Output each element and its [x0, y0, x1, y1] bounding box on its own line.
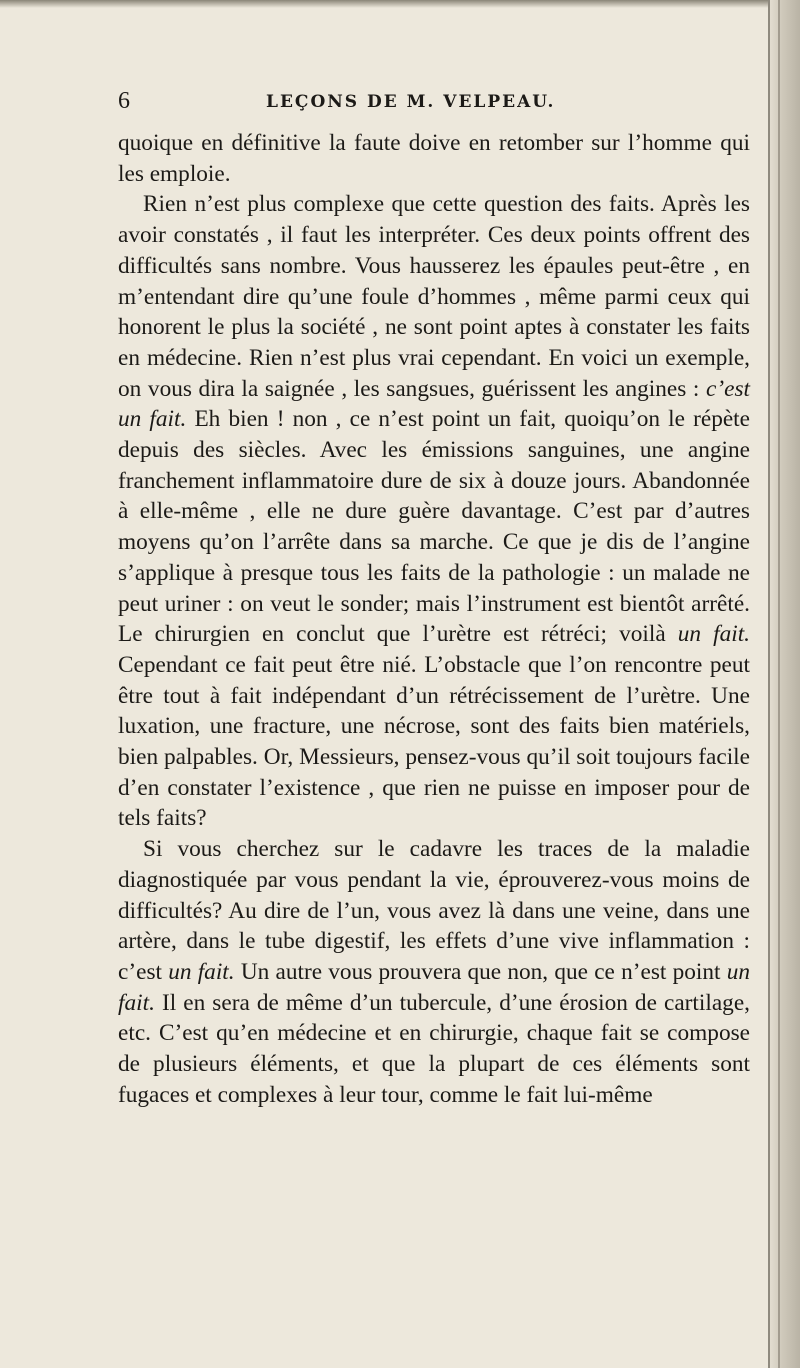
text-segment: Si vous cherchez sur le cadavre les traces de la maladie diagnostiquée par vous pendant la vie, éprouverez-vous moins de difficultés? Au dire de l’un, vous avez là dans une veine, dans une artère, dans le tube digestif, les effets d’une vive inflammation : c’est: [118, 836, 750, 985]
page-top-shadow: [0, 0, 770, 8]
page-edge: [768, 0, 800, 1368]
italic-phrase: un fait.: [677, 621, 750, 648]
paragraph: [118, 128, 750, 189]
italic-phrase: un fait.: [168, 958, 235, 985]
page-number: 6: [118, 88, 130, 114]
text-segment: Il en sera de même d’un tubercule, d’une érosion de cartilage, etc. C’est qu’en médecine et en chirurgie, chaque fait se compose de plusieurs éléments, et que la plupart de ces éléments sont fugaces et complexes à leur tour, comme le fait lui-même: [118, 989, 750, 1108]
italic-phrase: un fait.: [118, 958, 750, 1016]
text-segment: Rien n’est plus complexe que cette question des faits. Après les avoir constatés , il faut les interpréter. Ces deux points offrent des difficultés sans nombre. Vous hausserez les épaules peut-être , en m’entendant dire qu’une foule d’hommes , même parmi ceux qui honorent le plus la société , ne sont point aptes à constater les faits en médecine. Rien n’est plus vrai cependant. En voici un exemple, on vous dira la saignée , les sangsues, guérissent les angines :: [118, 191, 750, 402]
text-segment: Un autre vous prouvera que non, que ce n’est point: [234, 958, 727, 985]
text-segment: Cependant ce fait peut être nié. L’obstacle que l’on rencontre peut être tout à fait indépendant d’un rétrécissement de l’urètre. Une luxation, une fracture, une nécrose, sont des faits bien matériels, bien palpables. Or, Messieurs, pensez-vous qu’il soit toujours facile d’en constater l’existence , que rien ne puisse en imposer pour de tels faits?: [118, 651, 750, 832]
book-page: [118, 88, 750, 1111]
paragraph: [118, 189, 750, 834]
running-title: LEÇONS DE M. VELPEAU.: [266, 92, 556, 112]
paragraph: [118, 834, 750, 1110]
italic-phrase: c’est un fait.: [118, 375, 750, 433]
text-segment: quoique en définitive la faute doive en retomber sur l’homme qui les emploie.: [118, 130, 750, 187]
page-header: [118, 88, 750, 128]
body-text: [118, 128, 750, 1111]
text-segment: Eh bien ! non , ce n’est point un fait, quoiqu’on le répète depuis des siècles. Avec les émissions sanguines, une angine franchement inflammatoire dure de six à douze jours. Abandonnée à elle-même , elle ne dure guère davantage. C’est par d’autres moyens qu’on l’arrête dans sa marche. Ce que je dis de l’angine s’applique à presque tous les faits de la pathologie : un malade ne peut uriner : on veut le sonder; mais l’instrument est bientôt arrêté. Le chirurgien en conclut que l’urètre est rétréci; voilà: [118, 406, 750, 648]
